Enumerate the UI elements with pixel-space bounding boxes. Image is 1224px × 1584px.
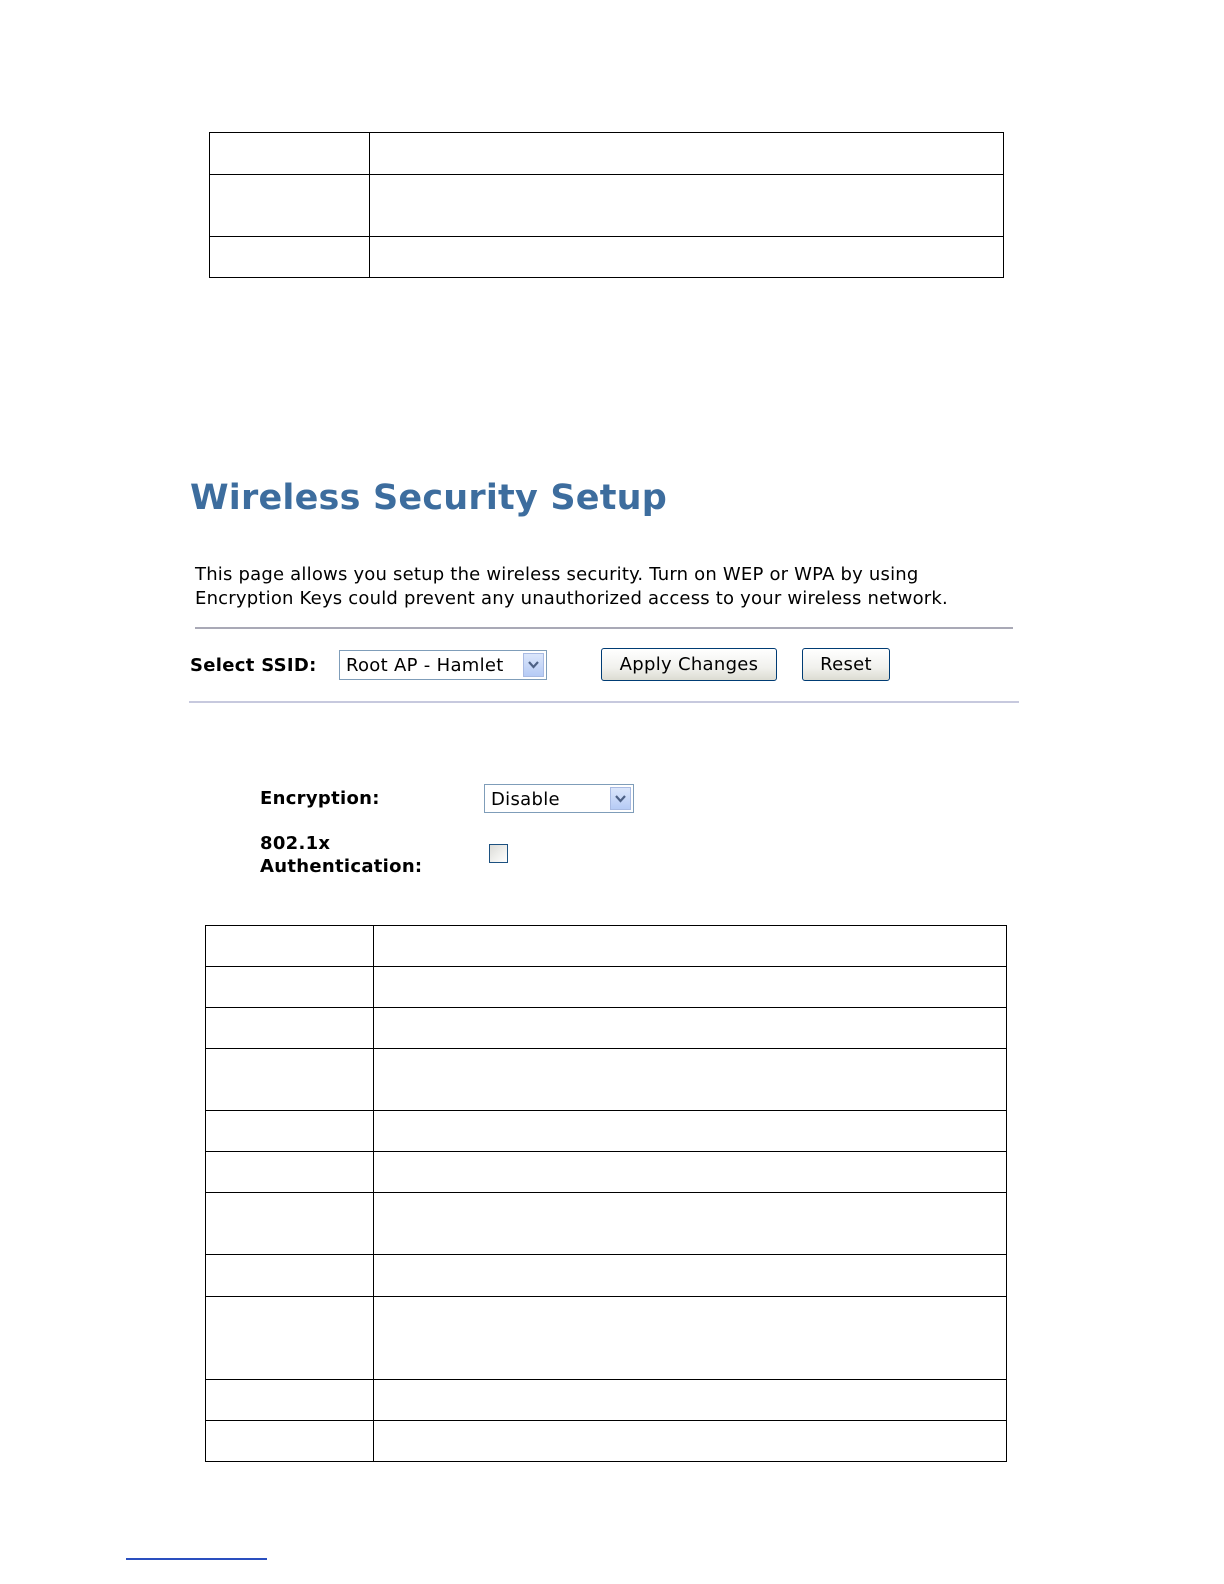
page-description-line-2: Encryption Keys could prevent any unauthorized access to your wireless network. bbox=[195, 588, 948, 609]
table-cell bbox=[206, 926, 374, 967]
table-cell bbox=[374, 926, 1007, 967]
table-row bbox=[210, 237, 1004, 278]
encryption-select[interactable] bbox=[484, 784, 634, 813]
bottom-empty-table bbox=[205, 925, 1007, 1462]
select-ssid-label: Select SSID: bbox=[190, 655, 317, 676]
table-cell bbox=[374, 1111, 1007, 1152]
table-cell bbox=[210, 133, 370, 175]
table-cell bbox=[206, 1421, 374, 1462]
table-row bbox=[206, 1255, 1007, 1297]
table-row bbox=[206, 1111, 1007, 1152]
table-cell bbox=[210, 237, 370, 278]
table-cell bbox=[374, 1380, 1007, 1421]
table-cell bbox=[206, 1297, 374, 1380]
reset-button[interactable]: Reset bbox=[802, 648, 890, 681]
chevron-down-icon[interactable] bbox=[523, 653, 544, 677]
table-cell bbox=[370, 175, 1004, 237]
apply-changes-button[interactable]: Apply Changes bbox=[601, 648, 777, 681]
table-cell bbox=[206, 1008, 374, 1049]
encryption-label: Encryption: bbox=[260, 788, 380, 809]
table-row bbox=[206, 1152, 1007, 1193]
table-cell bbox=[374, 1255, 1007, 1297]
divider bbox=[195, 627, 1013, 629]
ssid-selected-value: Root AP - Hamlet bbox=[346, 655, 504, 676]
page-description-line-1: This page allows you setup the wireless security. Turn on WEP or WPA by using bbox=[195, 564, 919, 585]
table-row bbox=[206, 1380, 1007, 1421]
table-row bbox=[206, 1008, 1007, 1049]
table-row bbox=[206, 967, 1007, 1008]
auth-8021x-checkbox[interactable] bbox=[489, 844, 508, 863]
chevron-down-icon[interactable] bbox=[610, 787, 631, 810]
ssid-select[interactable] bbox=[339, 650, 547, 680]
table-row bbox=[206, 926, 1007, 967]
table-cell bbox=[206, 1193, 374, 1255]
divider bbox=[189, 701, 1019, 703]
footnote-rule bbox=[126, 1558, 267, 1560]
table-cell bbox=[374, 1421, 1007, 1462]
table-row bbox=[210, 175, 1004, 237]
auth-8021x-label: 802.1x bbox=[260, 833, 331, 854]
table-cell bbox=[374, 967, 1007, 1008]
table-row bbox=[210, 133, 1004, 175]
auth-8021x-label: Authentication: bbox=[260, 856, 423, 877]
table-cell bbox=[374, 1297, 1007, 1380]
table-cell bbox=[206, 1049, 374, 1111]
table-cell bbox=[370, 237, 1004, 278]
table-cell bbox=[374, 1152, 1007, 1193]
table-cell bbox=[374, 1193, 1007, 1255]
table-cell bbox=[206, 1255, 374, 1297]
table-cell bbox=[206, 1152, 374, 1193]
table-row bbox=[206, 1421, 1007, 1462]
table-row bbox=[206, 1193, 1007, 1255]
table-cell bbox=[206, 1380, 374, 1421]
table-cell bbox=[206, 967, 374, 1008]
table-cell bbox=[210, 175, 370, 237]
table-row bbox=[206, 1049, 1007, 1111]
table-cell bbox=[206, 1111, 374, 1152]
table-row bbox=[206, 1297, 1007, 1380]
top-empty-table bbox=[209, 132, 1004, 278]
table-cell bbox=[374, 1008, 1007, 1049]
encryption-selected-value: Disable bbox=[491, 789, 560, 810]
table-cell bbox=[370, 133, 1004, 175]
table-cell bbox=[374, 1049, 1007, 1111]
page-title: Wireless Security Setup bbox=[190, 478, 668, 518]
